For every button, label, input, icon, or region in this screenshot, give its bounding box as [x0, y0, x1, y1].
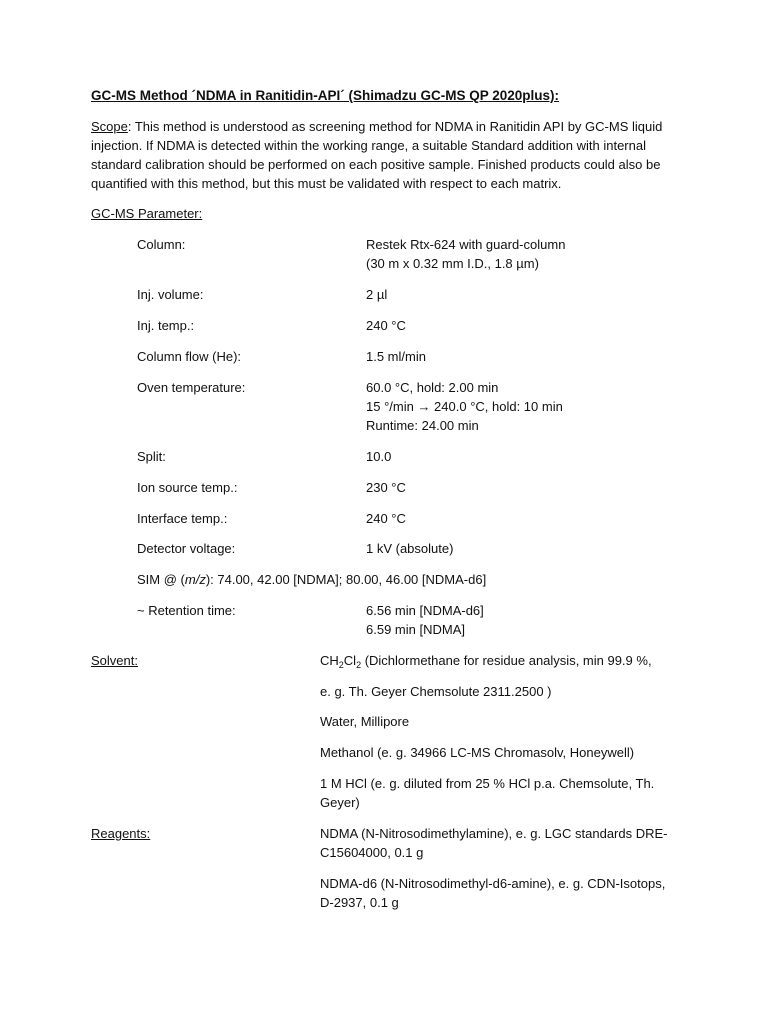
- solvent-hcl: 1 M HCl (e. g. diluted from 25 % HCl p.a. Chemsolute, Th. Geyer): [320, 776, 655, 810]
- param-label: Interface temp.:: [137, 511, 228, 526]
- param-value: [366, 601, 484, 639]
- param-label: Inj. volume:: [137, 287, 204, 302]
- param-value: 1 kV (absolute): [366, 541, 454, 556]
- param-value: 230 °C: [366, 480, 406, 495]
- param-value: 10.0: [366, 449, 392, 464]
- param-value-line: 15 °/min → 240.0 °C, hold: 10 min: [366, 399, 563, 414]
- reagent-ndma: NDMA (N-Nitrosodimethylamine), e. g. LGC standards DRE-C15604000, 0.1 g: [320, 826, 668, 860]
- param-label: Column:: [137, 237, 186, 252]
- solvent-methanol: Methanol (e. g. 34966 LC-MS Chromasolv, Honeywell): [320, 745, 635, 760]
- gc-ms-parameter-heading: GC-MS Parameter:: [91, 206, 203, 221]
- param-value: [366, 235, 565, 273]
- solvent-ch2cl2-source: e. g. Th. Geyer Chemsolute 2311.2500 ): [320, 684, 552, 699]
- formula-subscript: 2: [356, 660, 362, 670]
- param-value-line: (30 m x 0.32 mm I.D., 1.8 µm): [366, 256, 539, 271]
- solvent-heading: Solvent:: [91, 653, 138, 668]
- param-label: ~ Retention time:: [137, 603, 236, 618]
- param-value: 240 °C: [366, 511, 406, 526]
- sim-prefix: SIM @ (: [137, 572, 185, 587]
- param-label: Split:: [137, 449, 166, 464]
- solvent-water: Water, Millipore: [320, 714, 410, 729]
- param-value: 1.5 ml/min: [366, 349, 426, 364]
- param-value-line: 60.0 °C, hold: 2.00 min: [366, 380, 499, 395]
- solvent-ch2cl2: [320, 651, 680, 670]
- reagents-heading: Reagents:: [91, 826, 151, 841]
- param-value: 240 °C: [366, 318, 406, 333]
- param-value-line: 6.56 min [NDMA-d6]: [366, 603, 484, 618]
- param-value-line: Restek Rtx-624 with guard-column: [366, 237, 566, 252]
- param-value-line: Runtime: 24.00 min: [366, 418, 479, 433]
- param-value: [366, 378, 563, 435]
- param-label: Detector voltage:: [137, 541, 236, 556]
- solvent-description: (Dichlormethane for residue analysis, min 99.9 %,: [361, 653, 652, 668]
- sim-values: ): 74.00, 42.00 [NDMA]; 80.00, 46.00 [NDMA-d6]: [205, 572, 487, 587]
- formula-subscript: 2: [338, 660, 344, 670]
- param-label: Oven temperature:: [137, 380, 246, 395]
- sim-mz: m/z: [184, 572, 206, 587]
- formula-part: CH: [320, 653, 339, 668]
- document-title: GC-MS Method ´NDMA in Ranitidin-API´ (Shimadzu GC-MS QP 2020plus):: [91, 88, 559, 103]
- scope-text: : This method is understood as screening method for NDMA in Ranitidin API by GC-MS liquid injection. If NDMA is detected within the working range, a suitable Standard addition with internal standard calibration should be performed on each positive sample. Finished products could also be quantified with this method, but this must be validated with respect to each matrix.: [91, 119, 663, 191]
- param-value-line: 6.59 min [NDMA]: [366, 622, 465, 637]
- param-sim: [137, 570, 486, 589]
- param-label: Column flow (He):: [137, 349, 242, 364]
- param-value: 2 µl: [366, 287, 388, 302]
- param-label: Ion source temp.:: [137, 480, 238, 495]
- param-label: Inj. temp.:: [137, 318, 195, 333]
- scope-paragraph: [91, 117, 676, 193]
- reagent-ndma-d6: NDMA-d6 (N-Nitrosodimethyl-d6-amine), e. g. CDN-Isotops, D-2937, 0.1 g: [320, 876, 666, 910]
- scope-label: Scope: [91, 119, 128, 134]
- formula-part: Cl: [343, 653, 357, 668]
